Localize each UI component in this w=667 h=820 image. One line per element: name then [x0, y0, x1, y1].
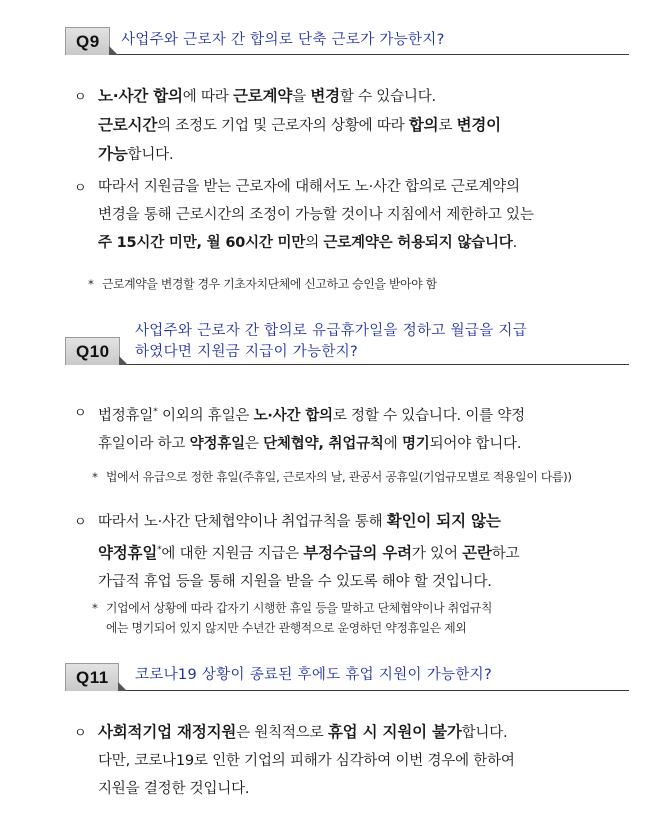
- q9-bullet2-marker: ㅇ: [74, 181, 87, 196]
- q9-bullet1-marker: ㅇ: [74, 90, 87, 105]
- q10-note1: * 법에서 유급으로 정한 휴일(주휴일, 근로자의 날, 관공서 공휴일(기업규모별로 적용일이 다름)): [92, 467, 572, 487]
- q10-bullet2-text: 따라서 노·사간 단체협약이나 취업규칙을 통해 확인이 되지 않는 약정휴일*에 대한 지원금 지급은 부정수급의 우려가 있어 곤란하고 가급적 휴업 등을 통해 지원을 받을 수 있도록 해야 할 것입니다.: [98, 512, 520, 590]
- q11-bullet1-marker: ㅇ: [74, 726, 87, 741]
- q9-label: Q9: [65, 27, 110, 55]
- q11-bullet1-text: 사회적기업 재정지원은 원칙적으로 휴업 시 지원이 불가합니다. 다만, 코로나19로 인한 기업의 피해가 심각하여 이번 경우에 한하여 지원을 결정한 것입니다.: [98, 723, 515, 797]
- q9-question: 사업주와 근로자 간 합의로 단축 근로가 가능한지?: [121, 32, 445, 48]
- q10-note2: * 기업에서 상황에 따라 갑자기 시행한 휴일 등을 말하고 단체협약이나 취업규칙 에는 명기되어 있지 않지만 수년간 관행적으로 운영하던 약정휴일은 제외: [92, 598, 492, 638]
- q10-bullet1-text: 법정휴일* 이외의 휴일은 노·사간 합의로 정할 수 있습니다. 이를 약정 휴일이라 하고 약정휴일은 단체협약, 취업규칙에 명기되어야 합니다.: [98, 407, 525, 452]
- note-star: *: [92, 470, 98, 484]
- q9-bullet2-text: 따라서 지원금을 받는 근로자에 대해서도 노·사간 합의로 근로계약의 변경을 통해 근로시간의 조정이 가능할 것이나 지침에서 제한하고 있는 주 15시간 미만, 월 60시간 미만의 근로계약은 허용되지 않습니다.: [98, 179, 534, 251]
- note-star: *: [92, 601, 98, 615]
- q9-bullet1-text: 노·사간 합의에 따라 근로계약을 변경할 수 있습니다. 근로시간의 조정도 기업 및 근로자의 상황에 따라 합의로 변경이 가능합니다.: [98, 87, 501, 163]
- q10-bullet1-marker: ㅇ: [74, 406, 87, 421]
- q10-question: 사업주와 근로자 간 합의로 유급휴가일을 정하고 월급을 지급 하였다면 지원금 지급이 가능한지?: [135, 323, 528, 360]
- q11-label: Q11: [65, 663, 119, 691]
- q10-header: [65, 318, 629, 365]
- q10-label: Q10: [65, 337, 120, 365]
- q9-note: * 근로계약을 변경할 경우 기초자치단체에 신고하고 승인을 받아야 함: [88, 274, 437, 294]
- q10-bullet2-marker: ㅇ: [74, 515, 87, 530]
- note-star: *: [88, 277, 94, 291]
- q11-header: [65, 660, 629, 691]
- q11-question: 코로나19 상황이 종료된 후에도 휴업 지원이 가능한지?: [135, 667, 492, 683]
- q9-header: [65, 24, 629, 55]
